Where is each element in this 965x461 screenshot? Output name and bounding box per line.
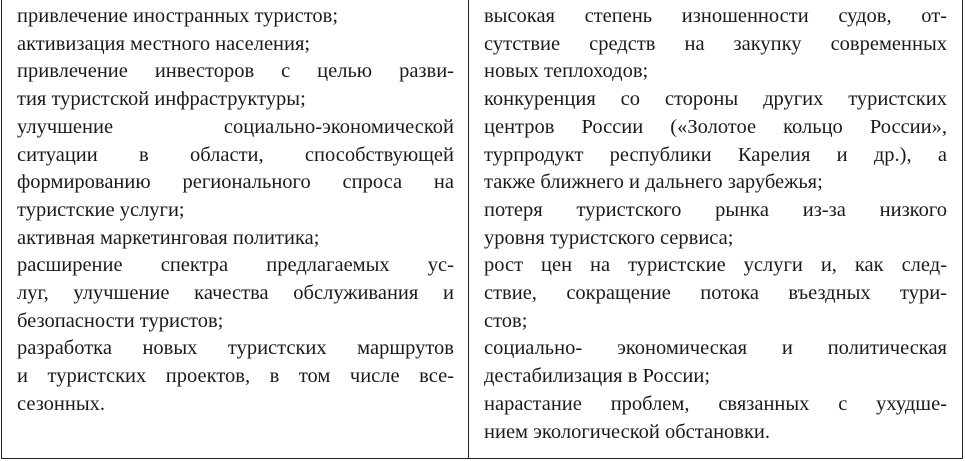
text-line: активная маркетинговая политика; (17, 226, 320, 249)
text-line: и туристских проектов, в том числе все- (17, 365, 454, 388)
text-line: активизация местного населения; (17, 32, 311, 55)
text-line: новых теплоходов; (484, 60, 649, 83)
text-line: центров России («Золотое кольцо России», (484, 115, 947, 138)
text-line: разработка новых туристских маршрутов (17, 337, 454, 360)
text-line: нарастание проблем, связанных с ухудше- (484, 392, 947, 415)
text-line: сутствие средств на закупку современных (484, 32, 947, 55)
text-line: социально- экономическая и политическая (484, 337, 947, 360)
text-line: высокая степень изношенности судов, от- (484, 5, 947, 27)
text-line: улучшение социально-экономической (17, 115, 454, 138)
text-line: ситуации в области, способствующей (17, 143, 454, 166)
text-line: нием экологической обстановки. (484, 420, 771, 443)
text-line: ствие, сокращение потока въездных тури- (484, 282, 947, 304)
text-line: потеря туристского рынка из-за низкого (484, 198, 947, 221)
text-line: расширение спектра предлагаемых ус- (17, 254, 454, 277)
text-line: конкуренция со стороны других туристских (484, 88, 947, 111)
text-line: безопасности туристов; (17, 309, 224, 332)
text-line: привлечение иностранных туристов; (17, 5, 339, 27)
text-line: дестабилизация в России; (484, 365, 711, 388)
text-line: уровня туристского сервиса; (484, 226, 734, 249)
column-divider (468, 0, 469, 459)
text-line: туристские услуги; (17, 198, 185, 221)
text-line: луг, улучшение качества обслуживания и (17, 282, 454, 304)
text-line: сезонных. (17, 392, 106, 415)
text-line: тия туристской инфраструктуры; (17, 88, 306, 111)
text-line: рост цен на туристские услуги и, как след- (484, 254, 947, 277)
text-line: формированию регионального спроса на (17, 171, 454, 194)
text-line: также ближнего и дальнего зарубежья; (484, 171, 823, 194)
text-line: стов; (484, 309, 528, 332)
text-line: привлечение инвесторов с целью разви- (17, 60, 454, 83)
text-line: турпродукт республики Карелия и др.), а (484, 143, 947, 166)
